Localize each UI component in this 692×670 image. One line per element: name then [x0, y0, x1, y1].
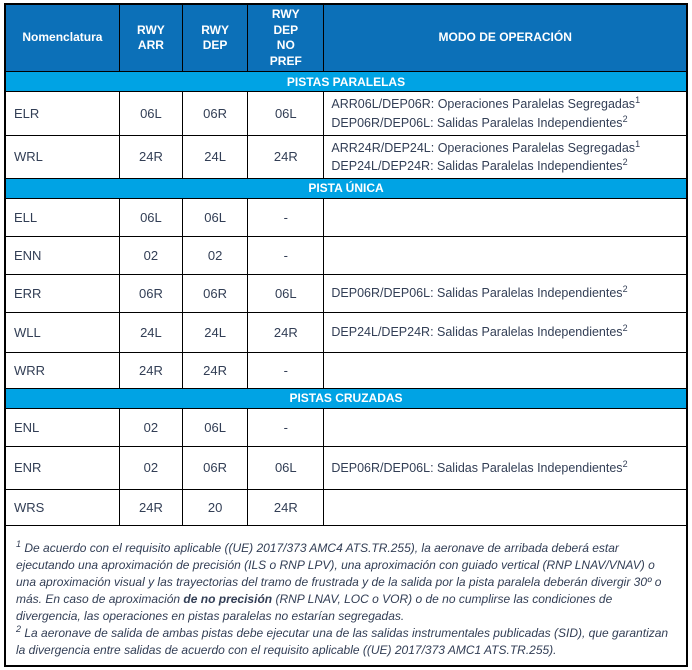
cell-nomenclatura: ELR	[5, 92, 119, 135]
table-row	[5, 236, 687, 274]
cell-modo-operacion	[324, 489, 687, 525]
section-title: PISTAS CRUZADAS	[5, 388, 687, 408]
cell-rwy-dep-no-pref: 06L	[248, 274, 324, 312]
footnote-marker: 2	[16, 623, 22, 634]
cell-rwy-dep-no-pref: -	[248, 352, 324, 388]
cell-modo-operacion	[324, 92, 687, 135]
cell-rwy-arr: 02	[119, 236, 182, 274]
section-band-pista-unica	[5, 178, 687, 198]
footnote-ref: 1	[635, 95, 641, 106]
cell-rwy-dep: 06L	[183, 408, 248, 446]
footnote-ref: 1	[635, 138, 641, 149]
cell-rwy-dep: 06R	[183, 274, 248, 312]
cell-rwy-arr: 06L	[119, 198, 182, 236]
cell-rwy-dep: 24L	[183, 312, 248, 352]
section-title: PISTAS PARALELAS	[5, 72, 687, 92]
table-row	[5, 198, 687, 236]
modo-line: DEP06R/DEP06L: Salidas Paralelas Independientes$^2$	[331, 284, 628, 301]
table-header-row	[5, 4, 687, 72]
col-header-rwy-dep-no-pref: RWY DEP NO PREF	[248, 4, 324, 72]
modo-line: DEP06R/DEP06L: Salidas Paralelas Independientes$^2$	[331, 113, 628, 130]
footnote-ref: 2	[622, 458, 628, 469]
cell-rwy-dep-no-pref: 24R	[248, 489, 324, 525]
table-row	[5, 274, 687, 312]
col-header-modo-de-operacion: MODO DE OPERACIÓN	[324, 4, 687, 72]
footnote-2: $^2$ La aeronave de salida de ambas pistas debe ejecutar una de las salidas instrumentales publicadas (SID), que garantizan la divergencia entre salidas de acuerdo con el requisito aplicable ((UE) 2017/373 AMC1 ATS.TR.255).	[16, 623, 669, 657]
cell-nomenclatura: WRR	[5, 352, 119, 388]
cell-nomenclatura: ENN	[5, 236, 119, 274]
cell-modo-operacion	[324, 236, 687, 274]
cell-rwy-arr: 06L	[119, 92, 182, 135]
footnote-marker: 1	[16, 538, 22, 549]
modo-line: DEP24L/DEP24R: Salidas Paralelas Independientes$^2$	[331, 323, 628, 340]
runway-operations-table	[4, 3, 688, 667]
cell-nomenclatura: ENR	[5, 446, 119, 489]
cell-modo-operacion	[324, 312, 687, 352]
cell-nomenclatura: ERR	[5, 274, 119, 312]
cell-rwy-dep-no-pref: 24R	[248, 135, 324, 178]
col-header-nomenclatura: Nomenclatura	[5, 4, 119, 72]
footnote-ref: 2	[622, 113, 628, 124]
modo-line: ARR24R/DEP24L: Operaciones Paralelas Segregadas$^1$	[331, 138, 641, 155]
cell-rwy-dep-no-pref: -	[248, 198, 324, 236]
cell-nomenclatura: WLL	[5, 312, 119, 352]
cell-rwy-dep: 24L	[183, 135, 248, 178]
cell-rwy-dep: 02	[183, 236, 248, 274]
footnote-ref: 2	[622, 156, 628, 167]
table-row	[5, 312, 687, 352]
cell-modo-operacion	[324, 198, 687, 236]
table-row	[5, 489, 687, 525]
cell-rwy-arr: 24R	[119, 352, 182, 388]
cell-rwy-dep: 06R	[183, 446, 248, 489]
cell-rwy-dep: 24R	[183, 352, 248, 388]
footnote-ref: 2	[622, 284, 628, 295]
footnotes-cell	[5, 525, 687, 666]
cell-rwy-dep: 06R	[183, 92, 248, 135]
table-row	[5, 408, 687, 446]
cell-nomenclatura: WRL	[5, 135, 119, 178]
cell-rwy-arr: 02	[119, 446, 182, 489]
cell-rwy-arr: 06R	[119, 274, 182, 312]
modo-line: ARR06L/DEP06R: Operaciones Paralelas Segregadas$^1$	[331, 95, 641, 112]
cell-nomenclatura: ENL	[5, 408, 119, 446]
table-row	[5, 92, 687, 135]
footnote-ref: 2	[622, 323, 628, 334]
cell-rwy-arr: 24R	[119, 135, 182, 178]
col-header-rwy-arr: RWY ARR	[119, 4, 182, 72]
cell-rwy-dep-no-pref: -	[248, 408, 324, 446]
section-band-pistas-cruzadas	[5, 388, 687, 408]
cell-modo-operacion	[324, 274, 687, 312]
footnote-1: $^1$ De acuerdo con el requisito aplicable ((UE) 2017/373 AMC4 ATS.TR.255), la aeronave de arribada deberá estar ejecutando una aproximación de precisión (ILS o RNP LPV), una aproximación con guiado vertical (RNP LNAV/VNAV) o una aproximación visual y las trayectorias del tramo de frustrada y de la salida por la pista paralela deberán divergir 30º o más. En caso de aproximación de no precisión (RNP LNAV, LOC o VOR) o de no cumplirse las condiciones de divergencia, las operaciones en pistas paralelas no estarían segregadas.	[16, 538, 662, 623]
cell-modo-operacion	[324, 352, 687, 388]
section-band-pistas-paralelas	[5, 72, 687, 92]
cell-modo-operacion	[324, 446, 687, 489]
cell-nomenclatura: ELL	[5, 198, 119, 236]
cell-rwy-arr: 24L	[119, 312, 182, 352]
cell-rwy-dep: 20	[183, 489, 248, 525]
col-header-rwy-dep: RWY DEP	[183, 4, 248, 72]
cell-modo-operacion	[324, 135, 687, 178]
cell-rwy-dep-no-pref: -	[248, 236, 324, 274]
cell-rwy-dep-no-pref: 06L	[248, 92, 324, 135]
modo-line: DEP24L/DEP24R: Salidas Paralelas Independientes$^2$	[331, 156, 628, 173]
section-title: PISTA ÚNICA	[5, 178, 687, 198]
cell-rwy-dep-no-pref: 06L	[248, 446, 324, 489]
footnotes-row	[5, 525, 687, 666]
cell-rwy-dep-no-pref: 24R	[248, 312, 324, 352]
cell-modo-operacion	[324, 408, 687, 446]
cell-rwy-arr: 02	[119, 408, 182, 446]
table-row	[5, 352, 687, 388]
cell-rwy-dep: 06L	[183, 198, 248, 236]
cell-nomenclatura: WRS	[5, 489, 119, 525]
table-row	[5, 135, 687, 178]
modo-line: DEP06R/DEP06L: Salidas Paralelas Independientes$^2$	[331, 458, 628, 475]
table-row	[5, 446, 687, 489]
cell-rwy-arr: 24R	[119, 489, 182, 525]
